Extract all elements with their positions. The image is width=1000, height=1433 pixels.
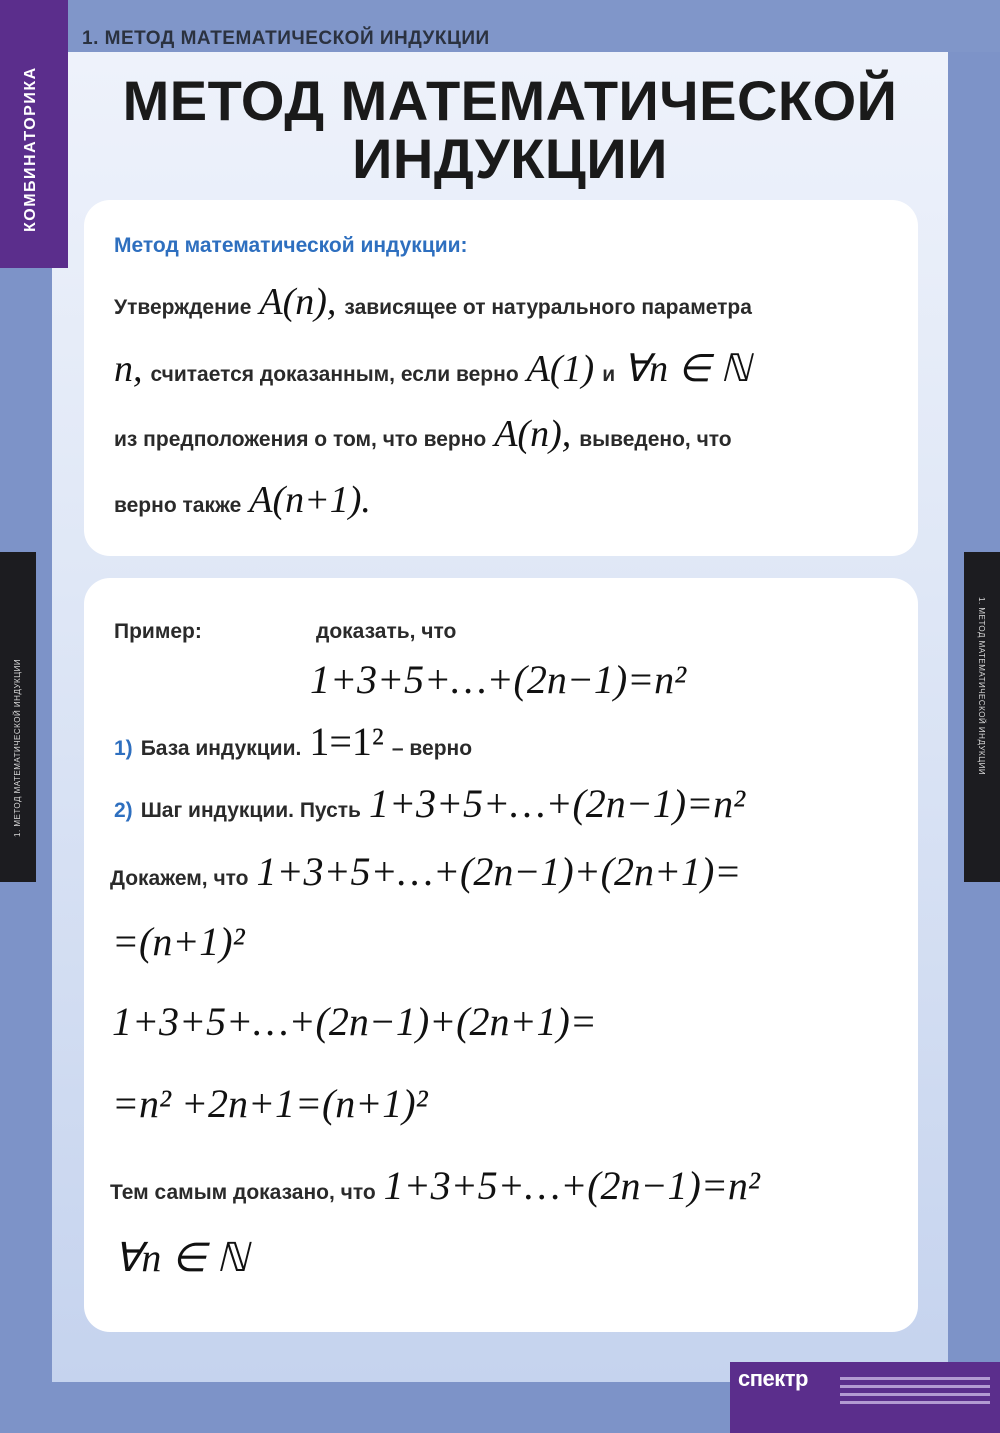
calc-line-2: =n² +2n+1=(n+1)² <box>112 1081 428 1126</box>
step-text: – верно <box>391 737 473 760</box>
math-expression: 1=1² <box>309 719 384 764</box>
definition-text: верно также <box>114 494 242 517</box>
definition-line-4 <box>114 478 371 522</box>
left-edge-tab <box>0 552 36 882</box>
example-task: доказать, что <box>316 620 457 643</box>
conclusion-quantifier: ∀n ∈ ℕ <box>114 1235 249 1280</box>
left-edge-label: 1. МЕТОД МАТЕМАТИЧЕСКОЙ ИНДУКЦИИ <box>13 658 22 837</box>
math-expression: 1+3+5+…+(2n−1)+(2n+1)= <box>256 849 742 894</box>
math-expression: 1+3+5+…+(2n−1)=n² <box>383 1163 760 1208</box>
math-expression: n, <box>114 348 143 390</box>
right-edge-tab <box>964 552 1000 882</box>
publisher-logo <box>730 1362 1000 1433</box>
prove-math-continued: =(n+1)² <box>112 919 245 964</box>
step-number: 1) <box>114 737 133 760</box>
publisher-info-lines <box>840 1372 990 1422</box>
math-expression: A(1) <box>526 348 595 390</box>
prove-text: Докажем, что <box>110 867 249 890</box>
title-line-2: ИНДУКЦИИ <box>352 127 668 190</box>
math-expression: A(n), <box>259 281 337 323</box>
conclusion-line <box>110 1162 760 1209</box>
definition-text: из предположения о том, что верно <box>114 428 487 451</box>
math-expression: 1+3+5+…+(2n−1)=n² <box>368 781 746 826</box>
definition-text: и <box>602 363 616 386</box>
calc-line-1: 1+3+5+…+(2n−1)+(2n+1)= <box>112 999 597 1044</box>
step-text: База индукции. <box>140 737 302 760</box>
definition-text: Утверждение <box>114 296 252 319</box>
math-expression: A(n), <box>494 413 572 455</box>
publisher-name: спектр <box>738 1366 808 1391</box>
definition-card <box>84 200 918 556</box>
example-label: Пример: <box>114 620 202 643</box>
math-expression: A(n+1). <box>249 479 371 521</box>
example-formula: 1+3+5+…+(2n−1)=n² <box>310 657 687 702</box>
definition-text: зависящее от натурального параметра <box>344 296 752 319</box>
definition-text: выведено, что <box>579 428 732 451</box>
step-text: Шаг индукции. Пусть <box>140 799 361 822</box>
side-tab <box>0 0 68 268</box>
breadcrumb: 1. МЕТОД МАТЕМАТИЧЕСКОЙ ИНДУКЦИИ <box>82 28 490 49</box>
page-title <box>80 69 940 190</box>
definition-heading: Метод математической индукции: <box>114 234 468 257</box>
step-1 <box>114 718 472 765</box>
definition-text: считается доказанным, если верно <box>150 363 519 386</box>
definition-line-2 <box>114 346 751 391</box>
definition-line-1 <box>114 280 752 324</box>
right-edge-label: 1. МЕТОД МАТЕМАТИЧЕСКОЙ ИНДУКЦИИ <box>977 597 986 776</box>
conclusion-text: Тем самым доказано, что <box>110 1181 376 1204</box>
step-2 <box>114 780 745 827</box>
title-line-1: МЕТОД МАТЕМАТИЧЕСКОЙ <box>122 69 898 132</box>
math-expression: ∀n ∈ ℕ <box>623 348 751 390</box>
definition-line-3 <box>114 412 732 456</box>
side-tab-label: КОМБИНАТОРИКА <box>22 66 39 232</box>
prove-line <box>110 848 741 895</box>
example-card <box>84 578 918 1332</box>
step-number: 2) <box>114 799 133 822</box>
